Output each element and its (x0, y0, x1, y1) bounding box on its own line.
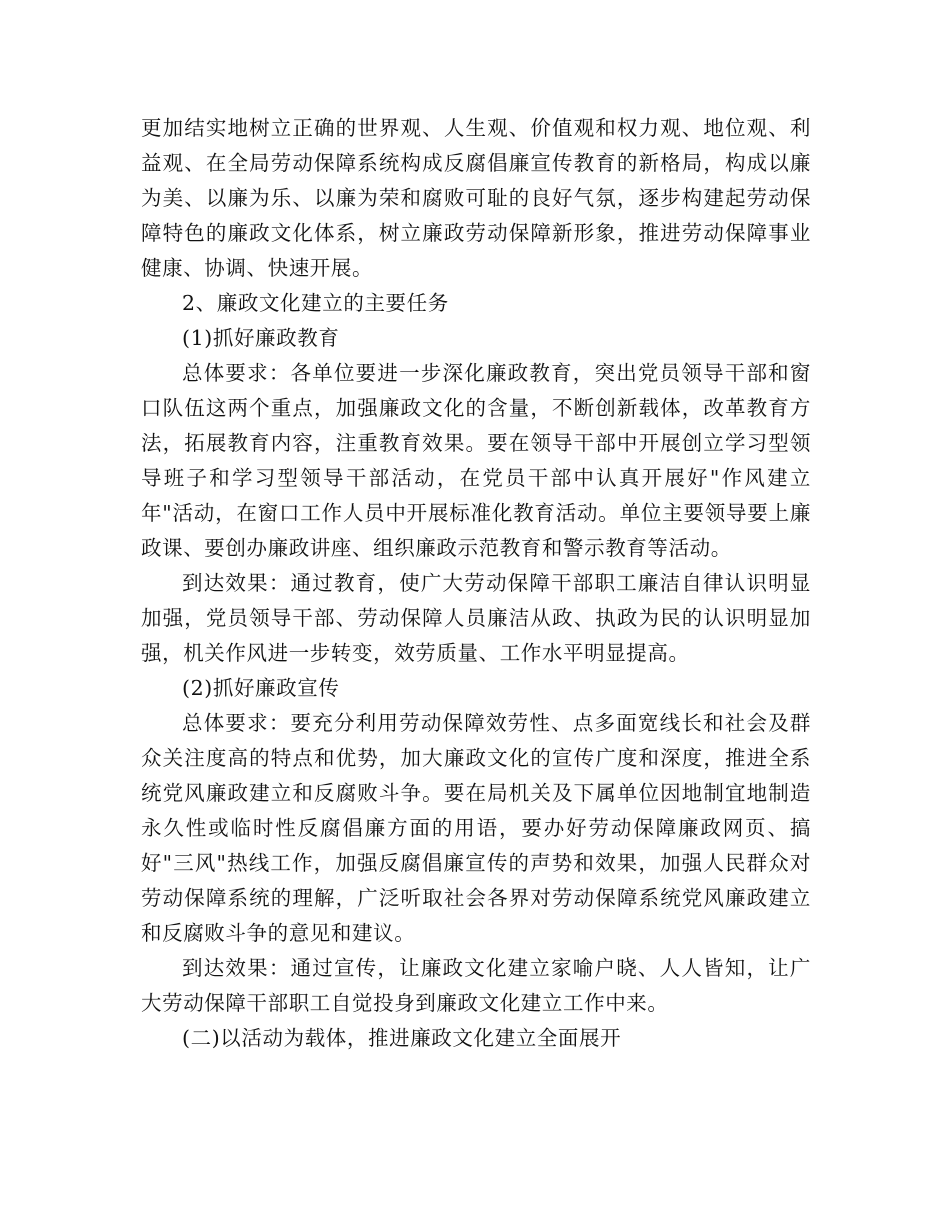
paragraph-publicity-effects: 到达效果：通过宣传，让廉政文化建立家喻户晓、人人皆知，让广大劳动保障干部职工自觉投身到廉政文化建立工作中来。 (141, 956, 811, 1015)
paragraph-publicity-requirements: 总体要求：要充分利用劳动保障效劳性、点多面宽线长和社会及群众关注度高的特点和优势，加大廉政文化的宣传广度和深度，推进全系统党风廉政建立和反腐败斗争。要在局机关及下属单位因地制宜地制造永久性或临时性反腐倡廉方面的用语，要办好劳动保障廉政网页、搞好"三风"热线工作，加强反腐倡廉宣传的声势和效果，加强人民群众对劳动保障系统的理解，广泛听取社会各界对劳动保障系统党风廉政建立和反腐败斗争的意见和建议。 (141, 711, 811, 945)
section-heading-main-tasks: 2、廉政文化建立的主要任务 (182, 291, 449, 315)
paragraph-1: 更加结实地树立正确的世界观、人生观、价值观和权力观、地位观、利益观、在全局劳动保障系统构成反腐倡廉宣传教育的新格局，构成以廉为美、以廉为乐、以廉为荣和腐败可耻的良好气氛，逐步构建起劳动保障特色的廉政文化体系，树立廉政劳动保障新形象，推进劳动保障事业健康、协调、快速开展。 (141, 116, 811, 280)
section-heading-activities: (二)以活动为载体，推进廉政文化建立全面展开 (182, 1026, 622, 1050)
subheading-education: (1)抓好廉政教育 (182, 326, 340, 350)
document-body (141, 111, 811, 1056)
paragraph-education-effects: 到达效果：通过教育，使广大劳动保障干部职工廉洁自律认识明显加强，党员领导干部、劳动保障人员廉洁从政、执政为民的认识明显加强，机关作风进一步转变，效劳质量、工作水平明显提高。 (141, 571, 811, 665)
paragraph-education-requirements: 总体要求：各单位要进一步深化廉政教育，突出党员领导干部和窗口队伍这两个重点，加强廉政文化的含量，不断创新载体，改革教育方法，拓展教育内容，注重教育效果。要在领导干部中开展创立学习型领导班子和学习型领导干部活动，在党员干部中认真开展好"作风建立年"活动，在窗口工作人员中开展标准化教育活动。单位主要领导要上廉政课、要创办廉政讲座、组织廉政示范教育和警示教育等活动。 (141, 361, 811, 560)
subheading-publicity: (2)抓好廉政宣传 (182, 676, 340, 700)
